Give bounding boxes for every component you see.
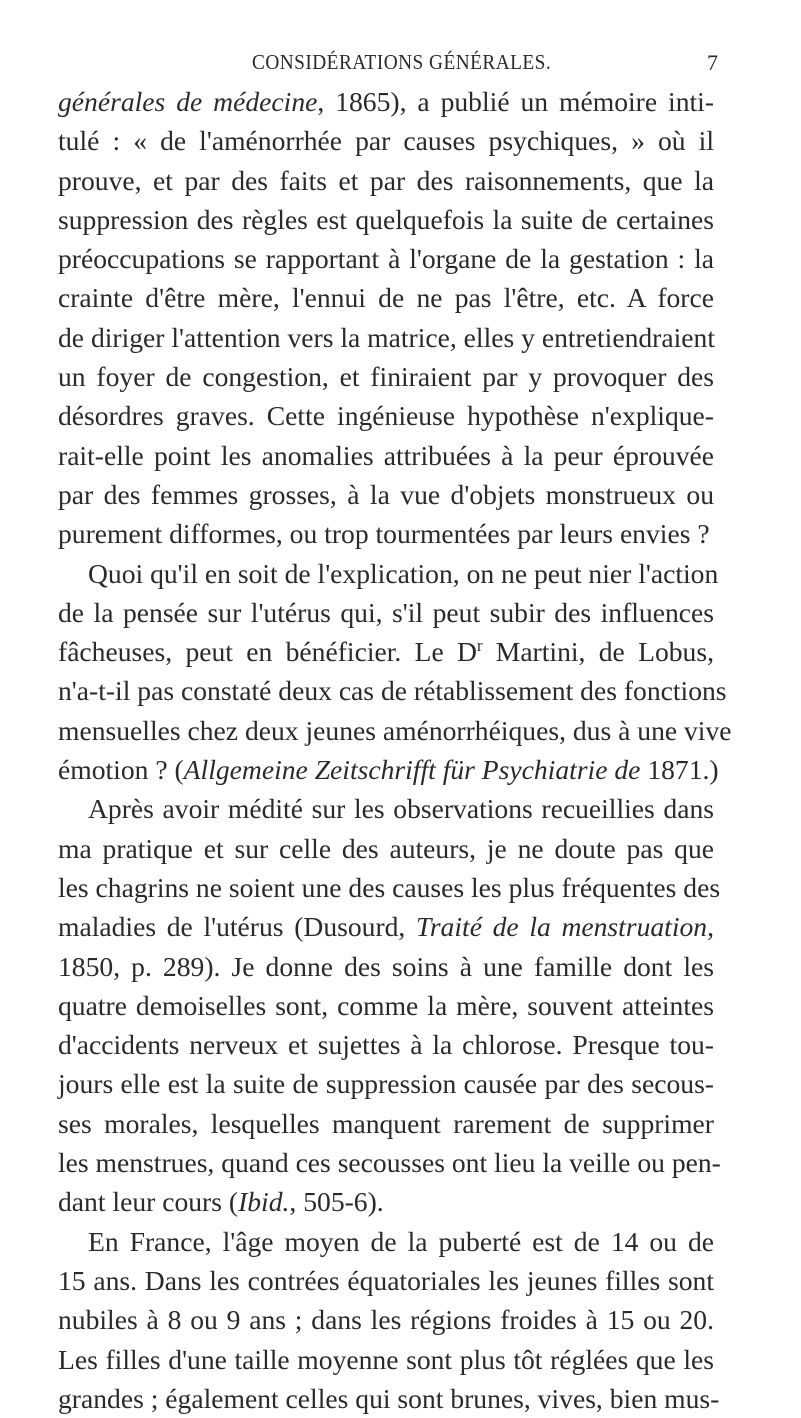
text-segment: suppression des règles est quelquefois la suite de certaines bbox=[58, 203, 714, 235]
text-segment: émotion ? ( bbox=[58, 754, 184, 786]
italic-citation: Traité de la menstruation bbox=[416, 911, 708, 943]
body-text bbox=[58, 82, 732, 1418]
text-line bbox=[58, 318, 714, 357]
text-line bbox=[58, 239, 714, 278]
text-segment: 1850, p. 289). Je donne des soins à une famille dont les bbox=[58, 950, 714, 982]
text-line bbox=[58, 357, 714, 396]
text-segment: de la pensée sur l'utérus qui, s'il peut subir des influences bbox=[58, 596, 714, 628]
text-line bbox=[58, 82, 714, 121]
text-segment: dant leur cours ( bbox=[58, 1186, 239, 1218]
text-line bbox=[58, 554, 719, 593]
text-segment: fâcheuses, peut en bénéficier. Le D bbox=[58, 636, 477, 668]
text-line bbox=[58, 121, 714, 160]
text-segment: d'accidents nerveux et sujettes à la chlorose. Presque tou- bbox=[58, 1029, 714, 1061]
text-segment: les menstrues, quand ces secousses ont lieu la veille ou pen- bbox=[58, 1147, 721, 1179]
text-segment: un foyer de congestion, et finiraient par y provoquer des bbox=[58, 361, 714, 393]
text-segment: grandes ; également celles qui sont brunes, vives, bien mus- bbox=[58, 1382, 720, 1414]
text-line bbox=[58, 1143, 721, 1182]
text-segment: purement difformes, ou trop tourmentées par leurs envies ? bbox=[58, 518, 710, 550]
text-segment: nubiles à 8 ou 9 ans ; dans les régions froides à 15 ou 20. bbox=[58, 1304, 714, 1336]
superscript: r bbox=[476, 635, 483, 655]
text-line bbox=[58, 671, 727, 710]
italic-citation: Ibid. bbox=[238, 1186, 290, 1218]
text-line bbox=[58, 829, 714, 868]
text-line bbox=[58, 632, 714, 671]
text-line bbox=[58, 1261, 714, 1300]
text-line bbox=[58, 593, 714, 632]
text-line bbox=[58, 1104, 714, 1143]
text-segment: n'a-t-il pas constaté deux cas de rétablissement des fonctions bbox=[58, 675, 727, 707]
text-line bbox=[58, 396, 714, 435]
text-line bbox=[58, 475, 714, 514]
text-segment: Martini, de Lobus, bbox=[482, 636, 714, 668]
text-segment: , 1865), a publié un mémoire inti- bbox=[317, 86, 715, 117]
text-line bbox=[58, 711, 732, 750]
text-line bbox=[58, 750, 719, 789]
text-segment: de diriger l'attention vers la matrice, elles y entretiendraient bbox=[58, 321, 715, 353]
text-line bbox=[58, 1222, 714, 1261]
page-number: 7 bbox=[707, 50, 719, 75]
text-line bbox=[58, 1025, 714, 1064]
text-segment: rait-elle point les anomalies attribuées à la peur éprouvée bbox=[58, 439, 714, 471]
text-segment: Après avoir médité sur les observations recueillies dans bbox=[88, 793, 714, 825]
text-segment: 15 ans. Dans les contrées équatoriales les jeunes filles sont bbox=[58, 1264, 714, 1296]
text-line bbox=[58, 868, 721, 907]
text-segment: désordres graves. Cette ingénieuse hypothèse n'explique- bbox=[58, 400, 714, 432]
text-segment: préoccupations se rapportant à l'organe de la gestation : la bbox=[58, 243, 714, 275]
text-segment: crainte d'être mère, l'ennui de ne pas l'être, etc. A force bbox=[58, 282, 714, 314]
text-line bbox=[58, 1064, 714, 1103]
text-segment: quatre demoiselles sont, comme la mère, souvent atteintes bbox=[58, 989, 714, 1021]
text-line bbox=[58, 514, 714, 553]
italic-citation: générales de médecine bbox=[58, 86, 318, 117]
text-segment: , 505-6). bbox=[289, 1186, 384, 1218]
text-segment: , bbox=[707, 911, 714, 943]
text-segment: jours elle est la suite de suppression causée par des secous- bbox=[58, 1068, 714, 1100]
text-segment: Les filles d'une taille moyenne sont plus tôt réglées que les bbox=[58, 1343, 714, 1375]
text-line bbox=[58, 947, 714, 986]
italic-citation: Allgemeine Zeitschrifft für Psychiatrie de bbox=[183, 754, 641, 786]
text-line bbox=[58, 1182, 714, 1221]
text-line bbox=[58, 907, 714, 946]
text-segment: les chagrins ne soient une des causes les plus fréquentes des bbox=[58, 871, 721, 903]
text-line bbox=[58, 1379, 720, 1418]
text-segment: 1871.) bbox=[640, 754, 719, 786]
text-segment: prouve, et par des faits et par des raisonnements, que la bbox=[58, 164, 714, 196]
text-line bbox=[58, 161, 714, 200]
text-segment: maladies de l'utérus (Dusourd, bbox=[58, 911, 416, 943]
text-segment: En France, l'âge moyen de la puberté est de 14 ou de bbox=[88, 1225, 714, 1257]
text-line bbox=[58, 1300, 714, 1339]
text-segment: mensuelles chez deux jeunes aménorrhéiques, dus à une vive bbox=[58, 714, 732, 746]
text-line bbox=[58, 789, 714, 828]
text-line bbox=[58, 436, 714, 475]
text-segment: par des femmes grosses, à la vue d'objets monstrueux ou bbox=[58, 478, 714, 510]
text-line bbox=[58, 278, 714, 317]
text-line bbox=[58, 986, 714, 1025]
text-segment: ses morales, lesquelles manquent rarement de supprimer bbox=[58, 1107, 714, 1139]
text-line bbox=[58, 200, 714, 239]
text-segment: tulé : « de l'aménorrhée par causes psychiques, » où il bbox=[58, 125, 714, 157]
text-line bbox=[58, 1340, 714, 1379]
running-title: CONSIDÉRATIONS GÉNÉRALES. bbox=[252, 50, 552, 74]
text-segment: ma pratique et sur celle des auteurs, je ne doute pas que bbox=[58, 832, 714, 864]
text-segment: Quoi qu'il en soit de l'explication, on ne peut nier l'action bbox=[88, 557, 719, 589]
